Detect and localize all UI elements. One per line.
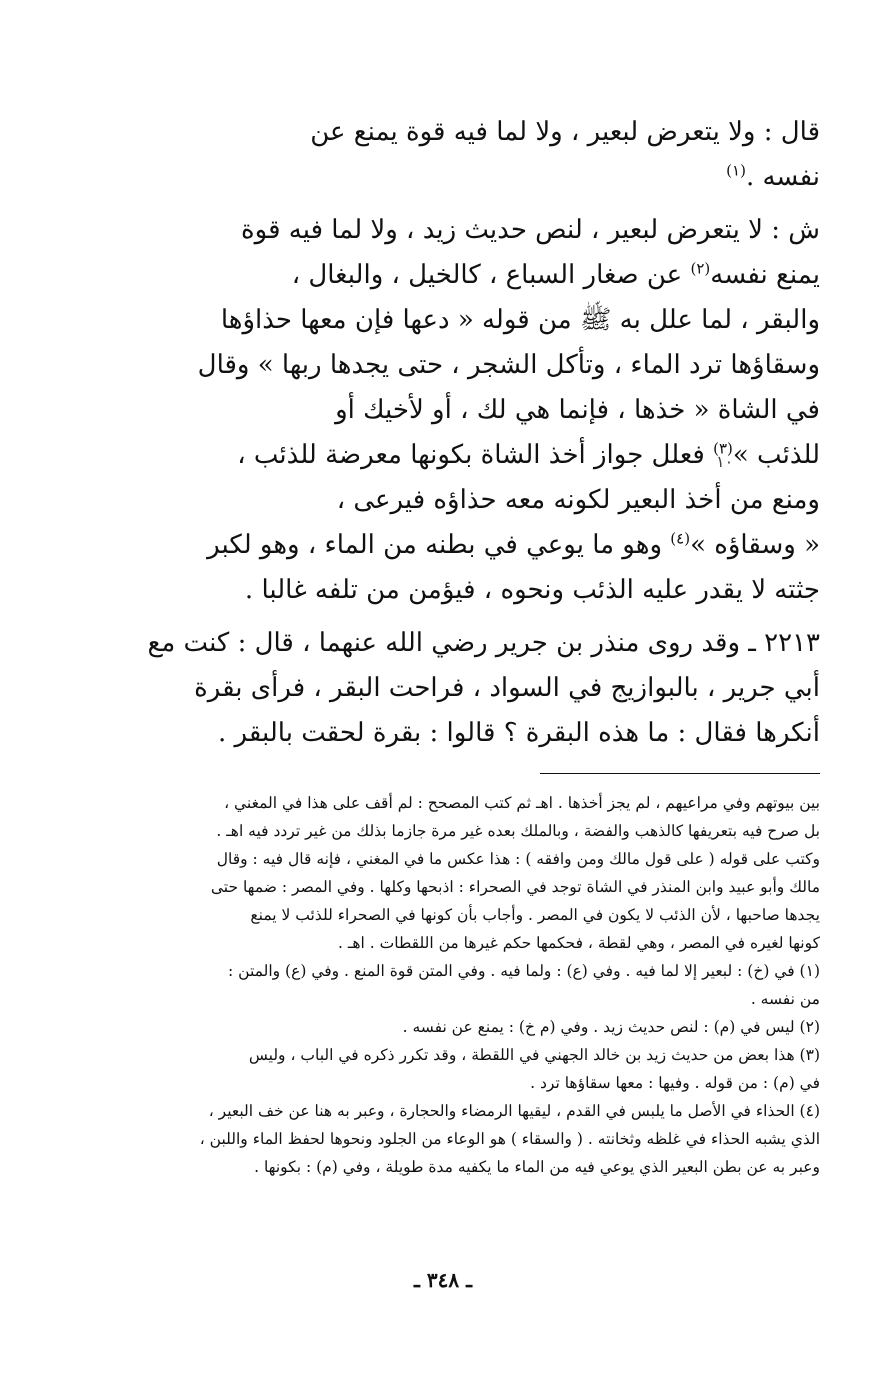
text-fragment: عن صغار السباع ، كالخيل ، والبغال ، — [291, 260, 691, 290]
footnote-line: من نفسه . — [750, 990, 820, 1008]
footnote-line: وعبر به عن بطن البعير الذي يوعي فيه من الماء ما يكفيه مدة طويلة ، وفي (م) : بكونها . — [254, 1158, 820, 1176]
text-line — [90, 433, 820, 478]
text-line: أنكرها فقال : ما هذه البقرة ؟ قالوا : بقرة لحقت بالبقر . — [218, 718, 820, 748]
text-line — [90, 523, 820, 568]
footnote-line: (٢) ليس في (م) : لنص حديث زيد . وفي (م خ) : يمنع عن نفسه . — [402, 1018, 820, 1036]
text-line: جثته لا يقدر عليه الذئب ونحوه ، فيؤمن من تلفه غالبا . — [244, 575, 820, 605]
text-line — [90, 253, 820, 298]
footnote-marker: (٤) — [670, 529, 691, 548]
text-line: ومنع من أخذ البعير لكونه معه حذاؤه فيرعى ، — [336, 485, 820, 515]
footnote-line: بل صرح فيه بتعريفها كالذهب والفضة ، وبالملك بعده غير مرة جازما بذلك من غير تردد فيه اهـ . — [216, 822, 820, 840]
text-fragment: وهو ما يوعي في بطنه من الماء ، وهو لكبر — [207, 530, 671, 560]
text-fragment: للذئب » — [732, 440, 820, 470]
footnote-divider — [540, 773, 820, 774]
text-line: ش : لا يتعرض لبعير ، لنص حديث زيد ، ولا لما فيه قوة — [241, 215, 820, 245]
text-line: في الشاة « خذها ، فإنما هي لك ، أو لأخيك أو — [335, 395, 820, 425]
text-line: والبقر ، لما علل به ﷺ من قوله « دعها فإن معها حذاؤها — [220, 305, 820, 335]
text-line: ٢٢١٣ ـ وقد روى منذر بن جرير رضي الله عنهما ، قال : كنت مع — [147, 628, 820, 658]
footnote-line: (١) في (خ) : لبعير إلا لما فيه . وفي (ع) : ولما فيه . وفي المتن قوة المنع . وفي (ع) والمتن : — [228, 962, 820, 980]
text-line: أبي جرير ، بالبوازيج في السواد ، فراحت البقر ، فرأى بقرة — [194, 673, 820, 703]
footnote-marker: (٣) — [713, 439, 733, 458]
footnote-line: بين بيوتهم وفي مراعيهم ، لم يجز أخذها . اهـ ثم كتب المصحح : لم أقف على هذا في المغني ، — [224, 794, 820, 812]
margin-mark: ١٠ — [716, 452, 734, 471]
text-fragment: « وسقاؤه » — [690, 530, 820, 560]
text-line: وسقاؤها ترد الماء ، وتأكل الشجر ، حتى يجدها ربها » وقال — [197, 350, 820, 380]
text-line: قال : ولا يتعرض لبعير ، ولا لما فيه قوة يمنع عن — [310, 117, 820, 147]
main-text — [90, 110, 820, 756]
footnote-line: وكتب على قوله ( على قول مالك ومن وافقه ) : هذا عكس ما في المغني ، فإنه قال فيه : وقال — [216, 850, 820, 868]
text-fragment: فعلل جواز أخذ الشاة بكونها معرضة للذئب ، — [237, 440, 714, 470]
footnote-line: (٣) هذا بعض من حديث زيد بن خالد الجهني في اللقطة ، وقد تكرر ذكره في الباب ، وليس — [248, 1046, 820, 1064]
footnote-line: كونها لغيره في المصر ، وهي لقطة ، فحكمها حكم غيرها من اللقطات . اهـ . — [337, 934, 820, 952]
page-number: ـ ٣٤٨ ـ — [414, 1268, 472, 1292]
footnote-line: (٤) الحذاء في الأصل ما يلبس في القدم ، ليقيها الرمضاء والحجارة ، وعبر به هنا عن خف البعير ، — [208, 1102, 820, 1120]
footnotes — [90, 787, 820, 1181]
footnote-marker: (٢) — [690, 259, 711, 278]
text-fragment: نفسه . — [745, 162, 820, 192]
footnote-line: في (م) : من قوله . وفيها : معها سقاؤها ترد . — [530, 1074, 820, 1092]
text-fragment: يمنع نفسه — [710, 260, 820, 290]
text-line — [90, 155, 820, 200]
footnote-line: يجدها صاحبها ، لأن الذئب لا يكون في المصر . وأجاب بأن كونها في الصحراء للذئب لا يمنع — [250, 906, 820, 924]
footnote-line: الذي يشبه الحذاء في غلظه وثخانته . ( والسقاء ) هو الوعاء من الجلود ونحوها لحفظ الماء واللبن ، — [199, 1130, 820, 1148]
footnote-line: مالك وأبو عبيد وابن المنذر في الشاة توجد في الصحراء : اذبحها وكلها . وفي المصر : ضمها حتى — [210, 878, 820, 896]
footnote-marker: (١) — [726, 161, 746, 180]
